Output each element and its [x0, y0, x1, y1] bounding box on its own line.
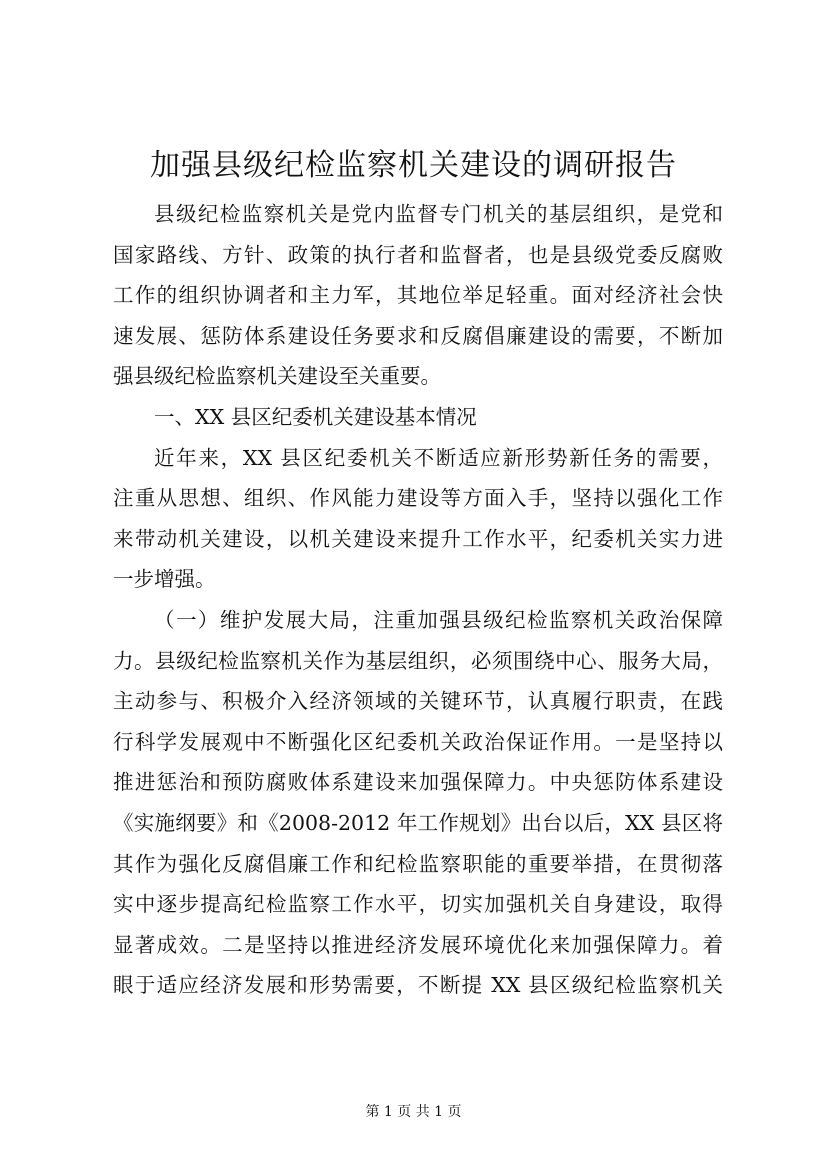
- paragraph-line: 眼于适应经济发展和形势需要，不断提 XX 县区级纪检监察机关: [113, 973, 723, 998]
- document-body: [113, 194, 723, 1006]
- paragraph-line: 国家路线、方针、政策的执行者和监督者，也是县级党委反腐败: [113, 242, 723, 267]
- paragraph-line: 一步增强。: [113, 567, 216, 592]
- paragraph-line: 近年来，XX 县区纪委机关不断适应新形势新任务的需要，: [154, 445, 723, 470]
- paragraph-line: 行科学发展观中不断强化区纪委机关政治保证作用。一是坚持以: [113, 729, 723, 754]
- section-heading: 一、XX 县区纪委机关建设基本情况: [154, 404, 477, 429]
- document-title: 加强县级纪检监察机关建设的调研报告: [150, 148, 677, 183]
- paragraph-line: 力。县级纪检监察机关作为基层组织，必须围绕中心、服务大局，: [113, 648, 723, 673]
- paragraph-line: 强县级纪检监察机关建设至关重要。: [113, 364, 441, 389]
- page-footer: 第 1 页 共 1 页: [365, 1104, 462, 1120]
- paragraph-line: 实中逐步提高纪检监察工作水平，切实加强机关自身建设，取得: [113, 892, 723, 917]
- paragraph-line: 工作的组织协调者和主力军，其地位举足轻重。面对经济社会快: [113, 283, 723, 308]
- paragraph-line: （一）维护发展大局，注重加强县级纪检监察机关政治保障: [154, 607, 723, 632]
- paragraph-line: 《实施纲要》和《2008-2012 年工作规划》出台以后，XX 县区将: [113, 810, 723, 835]
- paragraph-line: 其作为强化反腐倡廉工作和纪检监察职能的重要举措，在贯彻落: [113, 851, 723, 876]
- paragraph-line: 主动参与、积极介入经济领域的关键环节，认真履行职责，在践: [113, 689, 723, 714]
- paragraph-line: 来带动机关建设，以机关建设来提升工作水平，纪委机关实力进: [113, 526, 723, 551]
- paragraph-line: 显著成效。二是坚持以推进经济发展环境优化来加强保障力。着: [113, 932, 723, 957]
- paragraph-line: 速发展、惩防体系建设任务要求和反腐倡廉建设的需要，不断加: [113, 323, 723, 348]
- paragraph-line: 推进惩治和预防腐败体系建设来加强保障力。中央惩防体系建设: [113, 770, 723, 795]
- paragraph-line: 县级纪检监察机关是党内监督专门机关的基层组织，是党和: [154, 202, 723, 226]
- paragraph-line: 注重从思想、组织、作风能力建设等方面入手，坚持以强化工作: [113, 486, 723, 511]
